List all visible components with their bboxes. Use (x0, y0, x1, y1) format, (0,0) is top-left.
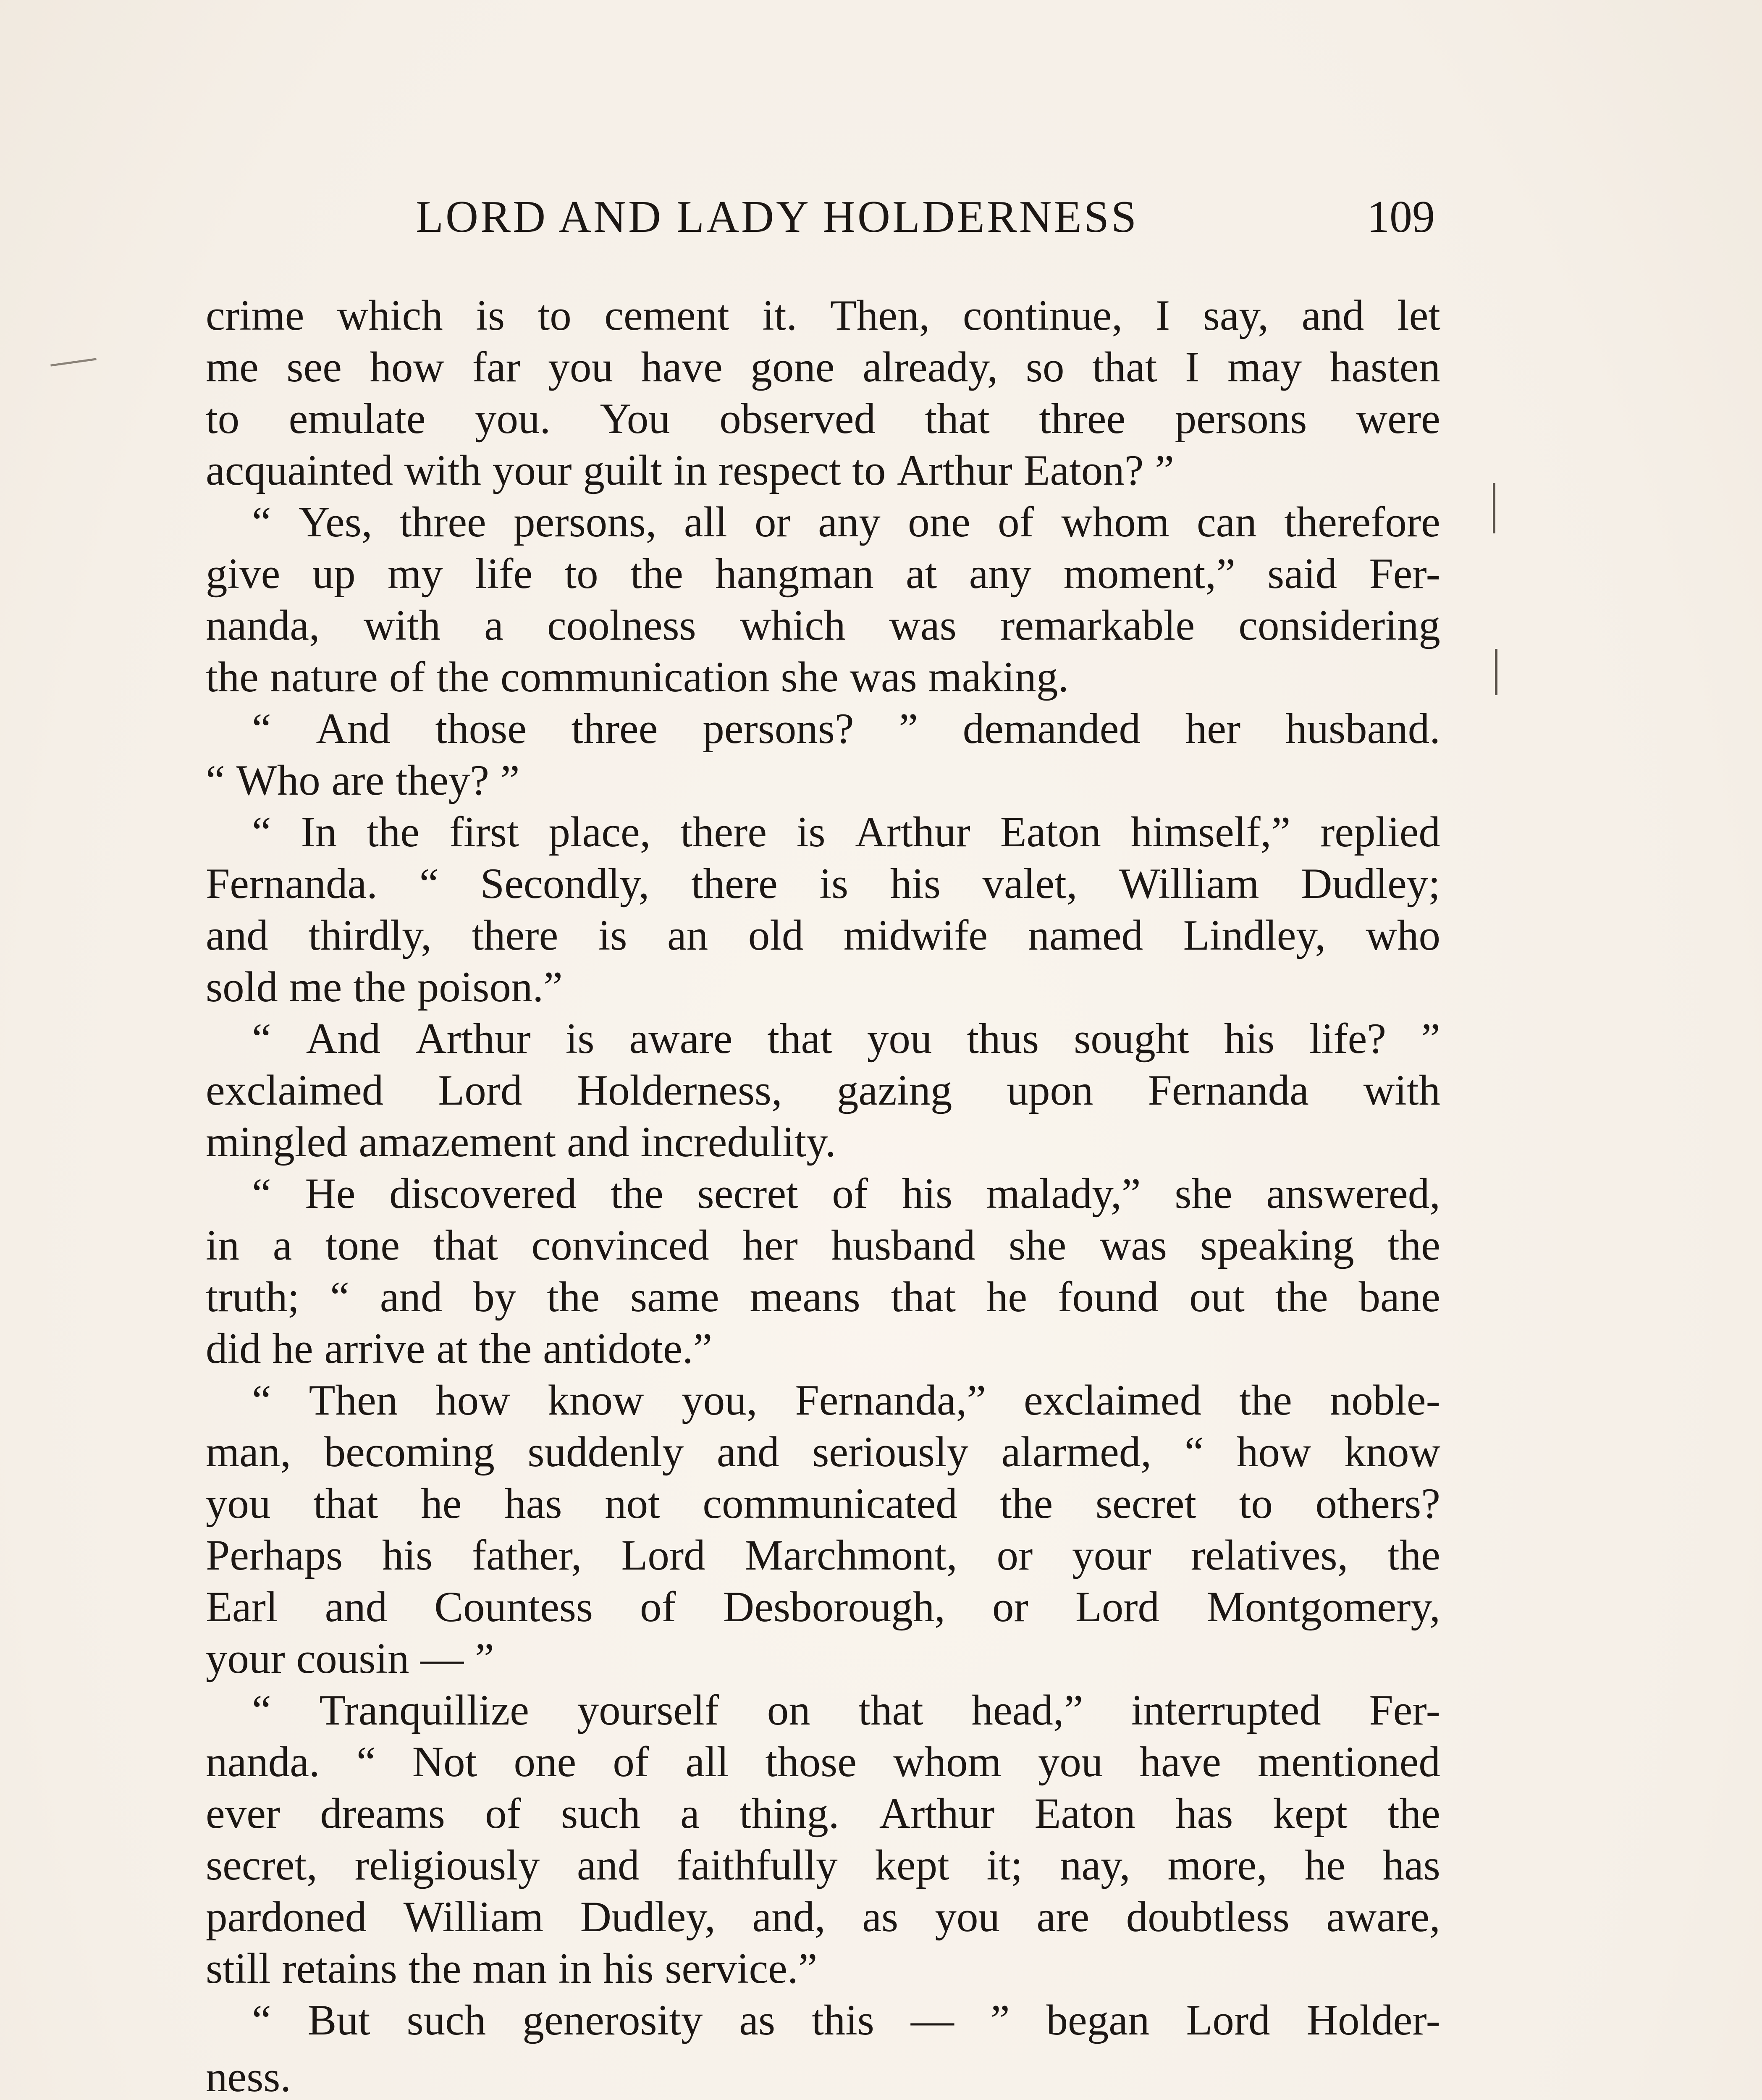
text-line: to emulate you. You observed that three persons were (206, 395, 1440, 443)
text-line: secret, religiously and faithfully kept it; nay, more, he has (206, 1841, 1440, 1889)
running-title: LORD AND LADY HOLDERNESS (416, 192, 1139, 242)
text-line: acquainted with your guilt in respect to Arthur Eaton? ” (206, 446, 1174, 494)
text-line: nanda. “ Not one of all those whom you have mentioned (206, 1738, 1440, 1786)
text-line: “ Tranquillize yourself on that head,” interrupted Fer- (252, 1686, 1440, 1734)
text-line: give up my life to the hangman at any moment,” said Fer- (206, 550, 1440, 598)
text-line: your cousin — ” (206, 1635, 494, 1683)
text-line: crime which is to cement it. Then, continue, I say, and let (206, 291, 1440, 339)
text-line: “ But such generosity as this — ” began Lord Holder- (252, 1996, 1440, 2044)
text-line: “ He discovered the secret of his malady,” she answered, (252, 1170, 1440, 1218)
text-line: “ And those three persons? ” demanded her husband. (252, 705, 1440, 753)
text-line: still retains the man in his service.” (206, 1945, 818, 1992)
text-line: truth; “ and by the same means that he found out the bane (206, 1273, 1440, 1321)
text-line: pardoned William Dudley, and, as you are doubtless aware, (206, 1893, 1440, 1941)
margin-stray-mark (50, 358, 97, 366)
text-line: Perhaps his father, Lord Marchmont, or your relatives, the (206, 1531, 1440, 1579)
text-line: mingled amazement and incredulity. (206, 1118, 836, 1166)
text-line: exclaimed Lord Holderness, gazing upon Fernanda with (206, 1066, 1440, 1114)
text-line: the nature of the communication she was making. (206, 653, 1069, 701)
margin-pencil-mark (1495, 649, 1497, 695)
text-line: “ Who are they? ” (206, 756, 520, 804)
page-number: 109 (1367, 192, 1435, 242)
text-line: “ Then how know you, Fernanda,” exclaimed the noble- (252, 1376, 1440, 1424)
text-line: man, becoming suddenly and seriously alarmed, “ how know (206, 1428, 1440, 1476)
text-line: did he arrive at the antidote.” (206, 1325, 713, 1373)
text-line: ness. (206, 2053, 291, 2100)
text-line: in a tone that convinced her husband she was speaking the (206, 1221, 1440, 1269)
text-line: ever dreams of such a thing. Arthur Eaton has kept the (206, 1790, 1440, 1838)
text-line: “ Yes, three persons, all or any one of whom can therefore (252, 498, 1440, 546)
body-text (206, 290, 1440, 2100)
text-line: Fernanda. “ Secondly, there is his valet, William Dudley; (206, 860, 1440, 908)
text-line: “ And Arthur is aware that you thus sought his life? ” (252, 1015, 1440, 1063)
text-line: you that he has not communicated the secret to others? (206, 1480, 1440, 1528)
text-line: Earl and Countess of Desborough, or Lord Montgomery, (206, 1583, 1440, 1631)
text-line: sold me the poison.” (206, 963, 563, 1011)
text-line: me see how far you have gone already, so that I may hasten (206, 343, 1440, 391)
margin-pencil-mark (1493, 483, 1495, 533)
text-line: “ In the first place, there is Arthur Eaton himself,” replied (252, 808, 1440, 856)
text-line: and thirdly, there is an old midwife named Lindley, who (206, 911, 1440, 959)
text-line: nanda, with a coolness which was remarkable considering (206, 601, 1440, 649)
